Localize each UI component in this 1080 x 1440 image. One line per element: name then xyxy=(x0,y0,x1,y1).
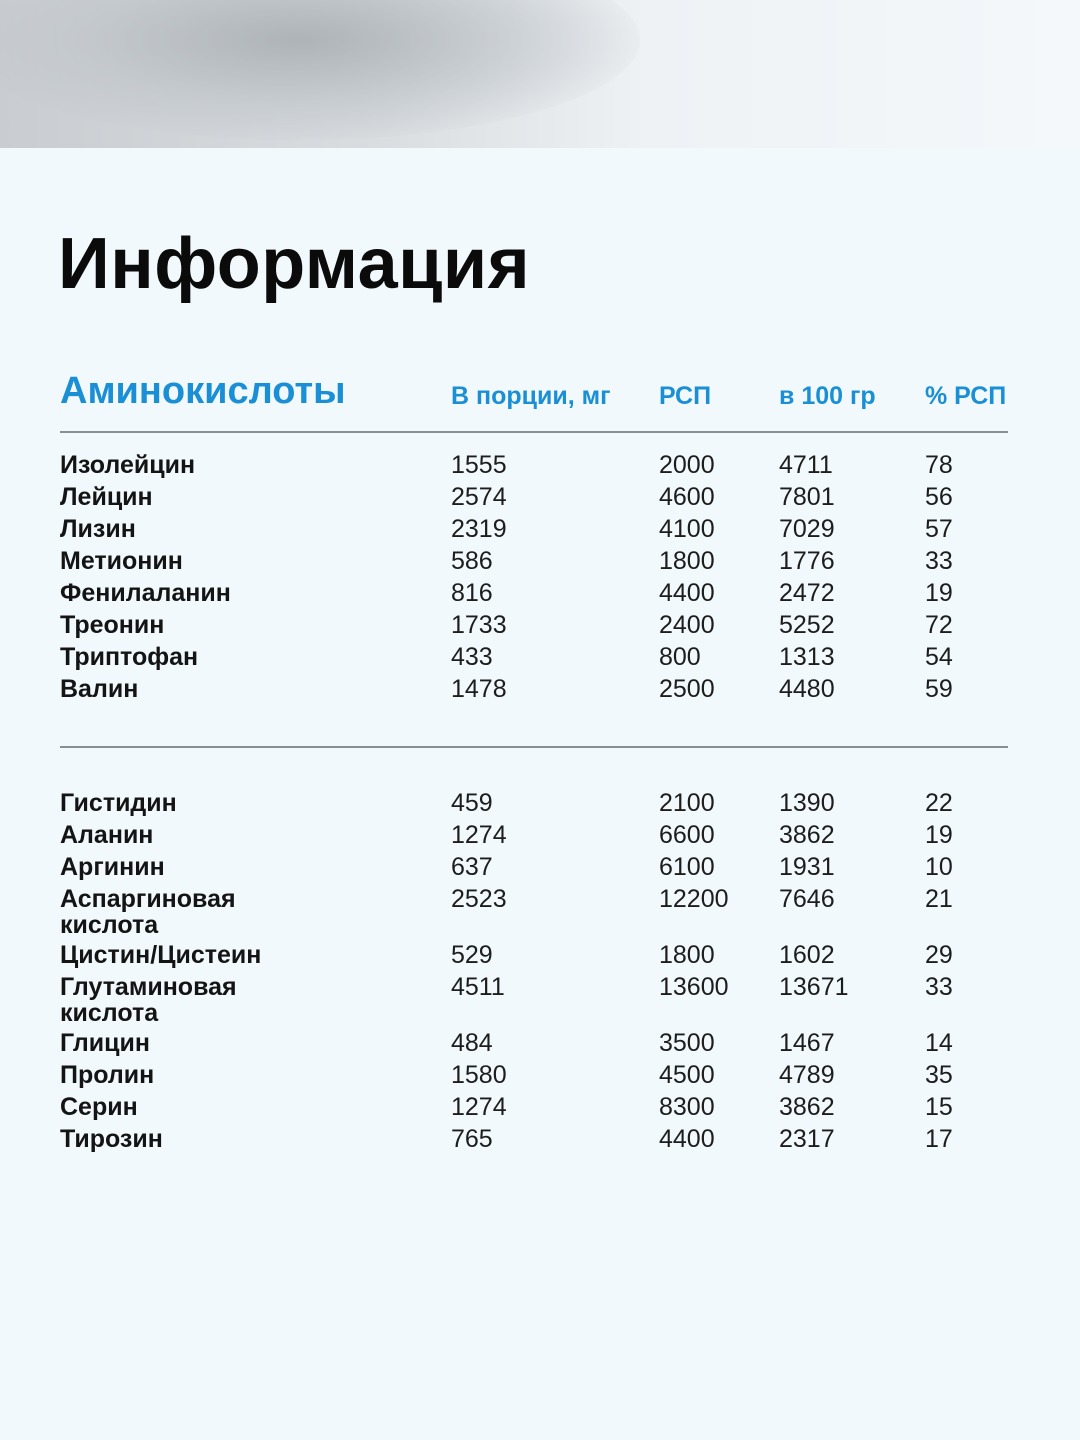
portion-value: 637 xyxy=(451,853,493,881)
table-row xyxy=(0,609,1080,641)
amino-acid-name: Аланин xyxy=(60,821,154,849)
per-100g-value: 5252 xyxy=(779,611,835,639)
per-100g-value: 1931 xyxy=(779,853,835,881)
percent-rsp-value: 35 xyxy=(925,1061,953,1089)
table-row xyxy=(0,851,1080,883)
group-divider xyxy=(60,746,1008,748)
per-100g-value: 2317 xyxy=(779,1125,835,1153)
rsp-value: 2000 xyxy=(659,451,715,479)
portion-value: 1555 xyxy=(451,451,507,479)
percent-rsp-value: 33 xyxy=(925,973,953,1001)
portion-value: 484 xyxy=(451,1029,493,1057)
portion-value: 1274 xyxy=(451,821,507,849)
percent-rsp-value: 56 xyxy=(925,483,953,511)
amino-acid-name: Фенилаланин xyxy=(60,579,231,607)
per-100g-value: 1776 xyxy=(779,547,835,575)
page-title: Информация xyxy=(58,224,531,304)
section-title: Аминокислоты xyxy=(60,370,346,412)
table-row xyxy=(0,971,1080,1027)
per-100g-value: 13671 xyxy=(779,973,849,1001)
amino-acid-name: Метионин xyxy=(60,547,183,575)
other-amino-acids xyxy=(0,787,1080,1155)
percent-rsp-value: 78 xyxy=(925,451,953,479)
amino-acid-name: Треонин xyxy=(60,611,165,639)
banner-blur xyxy=(0,0,640,140)
per-100g-value: 4789 xyxy=(779,1061,835,1089)
amino-acid-name: Лизин xyxy=(60,515,136,543)
portion-value: 433 xyxy=(451,643,493,671)
rsp-value: 800 xyxy=(659,643,701,671)
percent-rsp-value: 21 xyxy=(925,885,953,913)
per-100g-value: 3862 xyxy=(779,821,835,849)
per-100g-value: 4711 xyxy=(779,451,833,479)
percent-rsp-value: 59 xyxy=(925,675,953,703)
table-row xyxy=(0,577,1080,609)
amino-acid-name: Триптофан xyxy=(60,643,199,671)
portion-value: 459 xyxy=(451,789,493,817)
portion-value: 1580 xyxy=(451,1061,507,1089)
per-100g-value: 2472 xyxy=(779,579,835,607)
percent-rsp-value: 54 xyxy=(925,643,953,671)
percent-rsp-value: 17 xyxy=(925,1125,953,1153)
amino-acid-name: Гистидин xyxy=(60,789,177,817)
amino-acid-name: Пролин xyxy=(60,1061,155,1089)
amino-acid-name: Аспаргиновая кислота xyxy=(60,885,236,939)
percent-rsp-value: 33 xyxy=(925,547,953,575)
per-100g-value: 3862 xyxy=(779,1093,835,1121)
rsp-value: 4500 xyxy=(659,1061,715,1089)
rsp-value: 13600 xyxy=(659,973,729,1001)
per-100g-value: 7801 xyxy=(779,483,835,511)
rsp-value: 6100 xyxy=(659,853,715,881)
table-row xyxy=(0,545,1080,577)
per-100g-value: 7646 xyxy=(779,885,835,913)
portion-value: 2574 xyxy=(451,483,507,511)
header-divider xyxy=(60,431,1008,433)
rsp-value: 4400 xyxy=(659,579,715,607)
percent-rsp-value: 15 xyxy=(925,1093,953,1121)
amino-acid-name: Цистин/Цистеин xyxy=(60,941,262,969)
table-row xyxy=(0,819,1080,851)
percent-rsp-value: 72 xyxy=(925,611,953,639)
table-row xyxy=(0,1123,1080,1155)
column-header-rsp: РСП xyxy=(659,382,712,410)
column-header-portion: В порции, мг xyxy=(451,382,611,410)
table-row xyxy=(0,883,1080,939)
table-row xyxy=(0,939,1080,971)
rsp-value: 1800 xyxy=(659,941,715,969)
rsp-value: 1800 xyxy=(659,547,715,575)
amino-acid-name: Лейцин xyxy=(60,483,153,511)
rsp-value: 6600 xyxy=(659,821,715,849)
table-header xyxy=(0,368,1080,418)
amino-acid-name: Аргинин xyxy=(60,853,165,881)
rsp-value: 4600 xyxy=(659,483,715,511)
amino-acid-name: Тирозин xyxy=(60,1125,163,1153)
amino-acid-name: Валин xyxy=(60,675,139,703)
portion-value: 2523 xyxy=(451,885,507,913)
percent-rsp-value: 19 xyxy=(925,579,953,607)
table-row xyxy=(0,481,1080,513)
rsp-value: 3500 xyxy=(659,1029,715,1057)
percent-rsp-value: 29 xyxy=(925,941,953,969)
table-row xyxy=(0,1091,1080,1123)
portion-value: 2319 xyxy=(451,515,507,543)
portion-value: 1478 xyxy=(451,675,507,703)
percent-rsp-value: 10 xyxy=(925,853,953,881)
portion-value: 816 xyxy=(451,579,493,607)
table-row xyxy=(0,673,1080,705)
per-100g-value: 7029 xyxy=(779,515,835,543)
column-header-per-100g: в 100 гр xyxy=(779,382,876,410)
rsp-value: 4400 xyxy=(659,1125,715,1153)
rsp-value: 2500 xyxy=(659,675,715,703)
percent-rsp-value: 19 xyxy=(925,821,953,849)
amino-acid-name: Глутаминовая кислота xyxy=(60,973,237,1027)
table-row xyxy=(0,787,1080,819)
rsp-value: 8300 xyxy=(659,1093,715,1121)
portion-value: 529 xyxy=(451,941,493,969)
percent-rsp-value: 57 xyxy=(925,515,953,543)
essential-amino-acids xyxy=(0,449,1080,705)
table-row xyxy=(0,1027,1080,1059)
percent-rsp-value: 14 xyxy=(925,1029,953,1057)
per-100g-value: 1467 xyxy=(779,1029,835,1057)
per-100g-value: 1313 xyxy=(779,643,835,671)
table-row xyxy=(0,513,1080,545)
table-row xyxy=(0,449,1080,481)
per-100g-value: 4480 xyxy=(779,675,835,703)
portion-value: 586 xyxy=(451,547,493,575)
amino-acid-name: Серин xyxy=(60,1093,138,1121)
rsp-value: 4100 xyxy=(659,515,715,543)
portion-value: 1274 xyxy=(451,1093,507,1121)
top-blurred-banner xyxy=(0,0,1080,148)
table-row xyxy=(0,641,1080,673)
portion-value: 765 xyxy=(451,1125,493,1153)
table-row xyxy=(0,1059,1080,1091)
per-100g-value: 1390 xyxy=(779,789,835,817)
percent-rsp-value: 22 xyxy=(925,789,953,817)
rsp-value: 12200 xyxy=(659,885,729,913)
amino-acid-name: Изолейцин xyxy=(60,451,196,479)
amino-acid-name: Глицин xyxy=(60,1029,151,1057)
column-header-percent-rsp: % РСП xyxy=(925,382,1007,410)
per-100g-value: 1602 xyxy=(779,941,835,969)
rsp-value: 2400 xyxy=(659,611,715,639)
portion-value: 1733 xyxy=(451,611,507,639)
portion-value: 4511 xyxy=(451,973,505,1001)
rsp-value: 2100 xyxy=(659,789,715,817)
